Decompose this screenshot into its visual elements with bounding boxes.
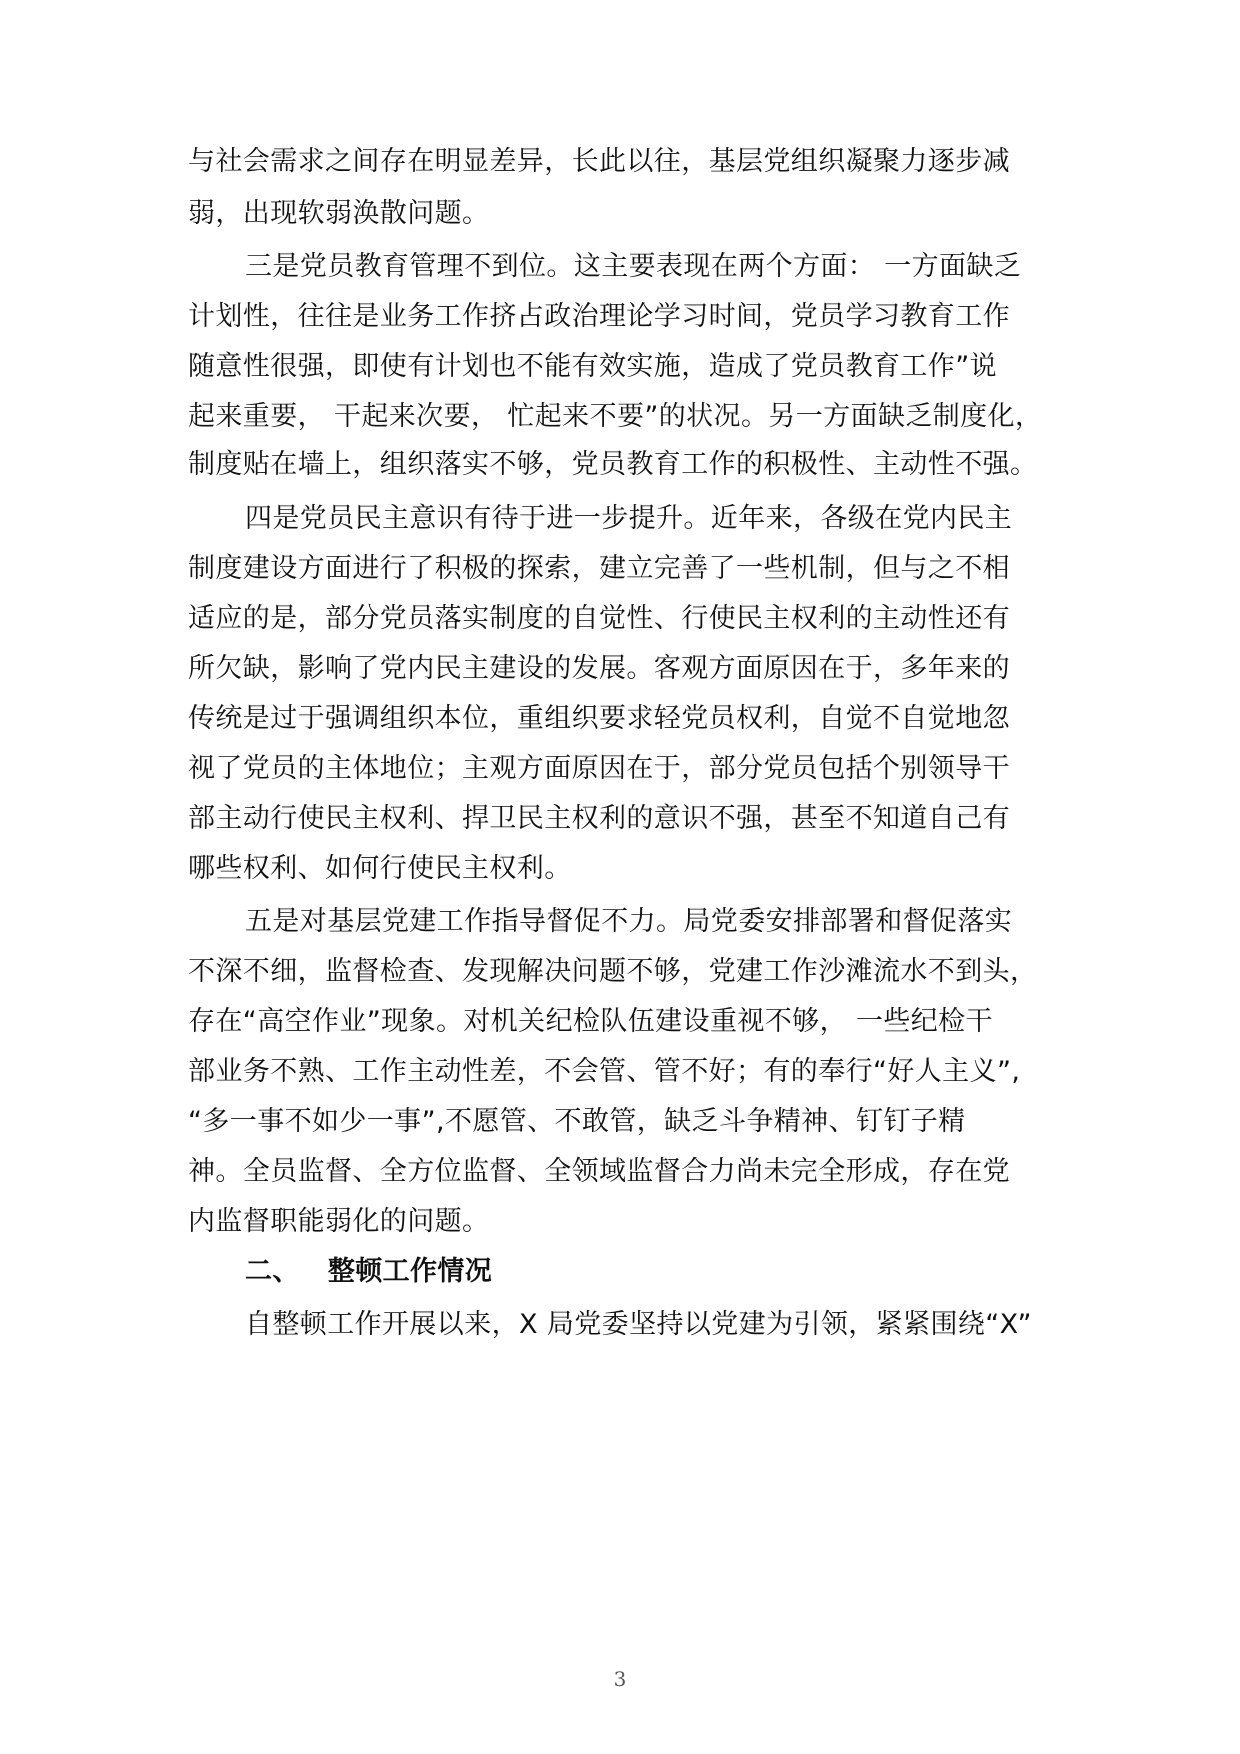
paragraph-line: 计划性，往往是业务工作挤占政治理论学习时间，党员学习教育工作 [188,301,1010,332]
section-heading [245,1255,492,1289]
paragraph-line: 视了党员的主体地位；主观方面原因在于，部分党员包括个别领导干 [188,753,1010,784]
paragraph-line: 随意性很强，即使有计划也不能有效实施，造成了党员教育工作”说 [188,351,997,382]
paragraph-line: 五是对基层党建工作指导督促不力。局党委安排部署和督促落实 [245,906,1013,937]
paragraph-line: 神。全员监督、全方位监督、全领域监督合力尚未完全形成，存在党 [188,1156,1010,1187]
paragraph-line: 内监督职能弱化的问题。 [188,1206,490,1237]
paragraph-line: 制度贴在墙上，组织落实不够，党员教育工作的积极性、主动性不强。 [188,449,1038,480]
paragraph-line: 部主动行使民主权利、捍卫民主权利的意识不强，甚至不知道自己有 [188,803,1010,834]
paragraph-line: 自整顿工作开展以来，X 局党委坚持以党建为引领，紧紧围绕“X” [245,1309,1032,1340]
paragraph-line: 起来重要， 干起来次要， 忙起来不要”的状况。另一方面缺乏制度化， [188,401,1043,432]
paragraph-line: 传统是过于强调组织本位，重组织要求轻党员权利，自觉不自觉地忽 [188,703,1010,734]
section-heading-number: 二、 [245,1256,300,1287]
paragraph-line: 哪些权利、如何行使民主权利。 [188,853,572,884]
page-number: 3 [613,1667,627,1691]
paragraph-line: 弱，出现软弱涣散问题。 [188,198,490,229]
paragraph-line: 部业务不熟、工作主动性差，不会管、管不好；有的奉行“好人主义”, [188,1056,1021,1087]
paragraph-line: 不深不细，监督检查、发现解决问题不够，党建工作沙滩流水不到头， [188,956,1038,987]
paragraph-line: 四是党员民主意识有待于进一步提升。近年来，各级在党内民主 [245,503,1013,534]
paragraph-line: 适应的是，部分党员落实制度的自觉性、行使民主权利的主动性还有 [188,603,1010,634]
paragraph-line: 存在“高空作业”现象。对机关纪检队伍建设重视不够， 一些纪检干 [188,1006,993,1037]
paragraph-line: 制度建设方面进行了积极的探索，建立完善了一些机制，但与之不相 [188,553,1010,584]
paragraph-line: 三是党员教育管理不到位。这主要表现在两个方面： 一方面缺乏 [245,251,1022,282]
paragraph-line: 与社会需求之间存在明显差异，长此以往，基层党组织凝聚力逐步减 [188,146,1010,177]
paragraph-line: “多一事不如少一事”,不愿管、不敢管，缺乏斗争精神、钉钉子精 [188,1106,966,1137]
section-heading-title: 整顿工作情况 [327,1256,493,1287]
paragraph-line: 所欠缺，影响了党内民主建设的发展。客观方面原因在于，多年来的 [188,653,1010,684]
